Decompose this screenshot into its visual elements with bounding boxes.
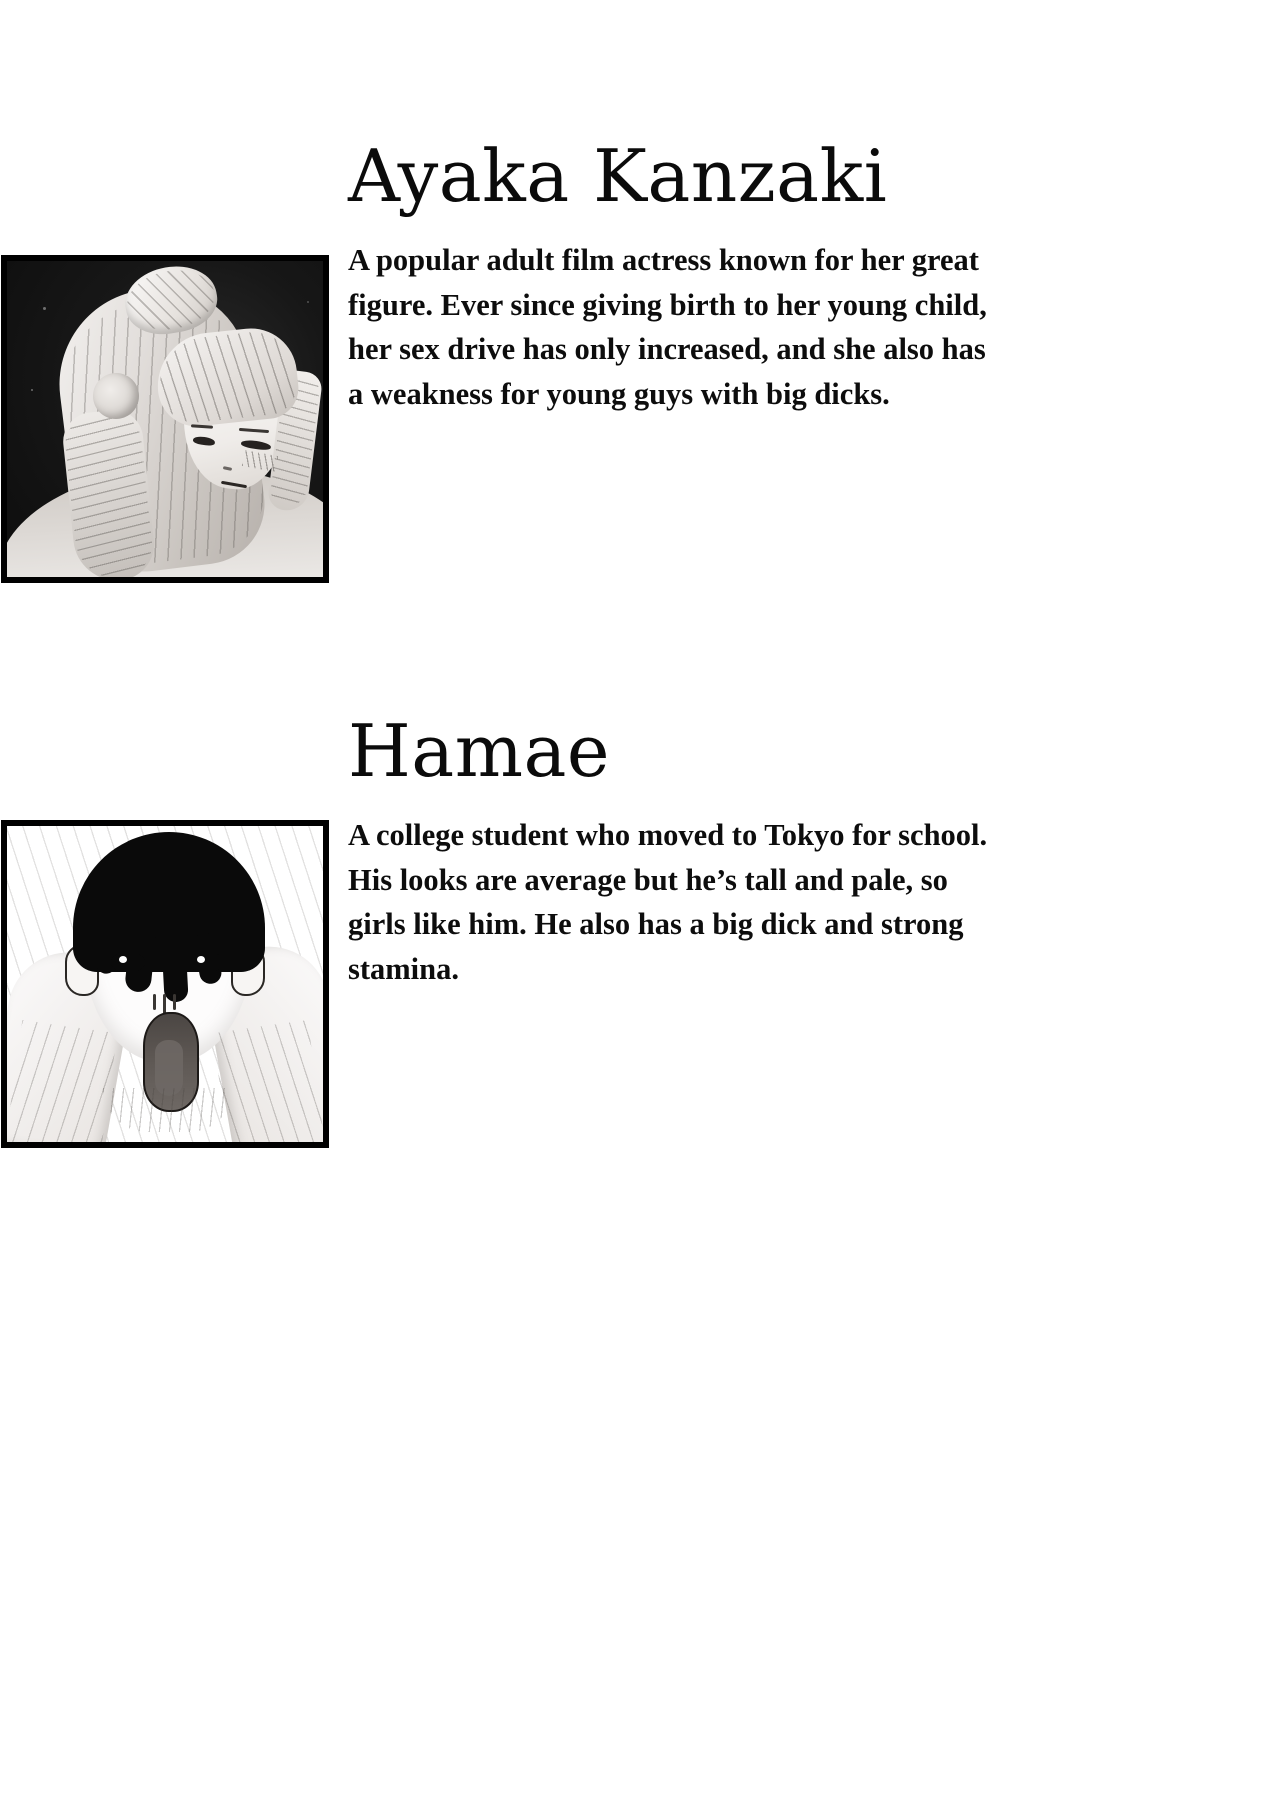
arm-right-hatching xyxy=(213,1020,326,1148)
expression-line xyxy=(173,994,176,1010)
eye-left xyxy=(111,952,145,972)
eye-highlight-right xyxy=(197,956,205,963)
character-entry-hamae xyxy=(0,709,1280,1148)
star-icon xyxy=(43,307,46,310)
portrait-image-hamae xyxy=(1,820,329,1148)
expression-line xyxy=(153,994,156,1010)
eye-right xyxy=(189,952,223,972)
character-name: Hamae xyxy=(348,709,611,793)
star-icon xyxy=(31,389,33,391)
portrait-wrap-hamae xyxy=(0,715,330,1148)
hair-spike xyxy=(161,937,188,1002)
arm-left-hatching xyxy=(5,1020,118,1148)
expression-line xyxy=(163,994,166,1014)
star-icon xyxy=(307,301,309,303)
portrait-wrap-ayaka xyxy=(0,140,330,583)
character-name: Ayaka Kanzaki xyxy=(348,134,888,218)
character-description: A popular adult film actress known for her great figure. Ever since giving birth to her young child, her sex drive has only increased, and she also has a weakness for young guys with big dicks. xyxy=(348,243,987,411)
character-entry-ayaka xyxy=(0,134,1280,583)
character-text-hamae xyxy=(348,709,1048,991)
portrait-image-ayaka xyxy=(1,255,329,583)
character-description: A college student who moved to Tokyo for school. His looks are average but he’s tall and pale, so girls like him. He also has a big dick and strong stamina. xyxy=(348,818,988,986)
character-text-ayaka xyxy=(348,134,1048,416)
eye-highlight-left xyxy=(119,956,127,963)
